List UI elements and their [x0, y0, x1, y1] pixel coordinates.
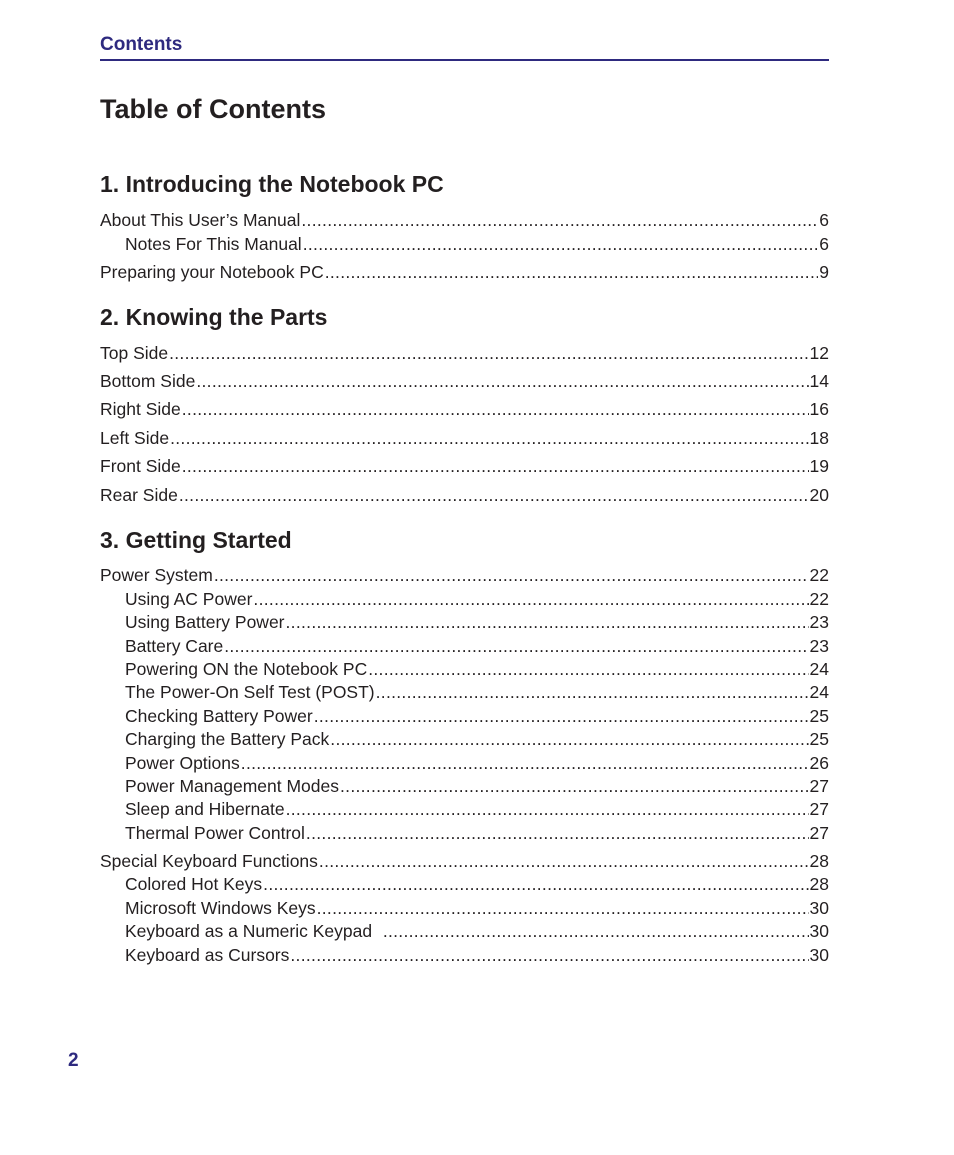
toc-entry-top-side[interactable]	[100, 342, 829, 364]
toc-entry-using-ac-power[interactable]	[125, 588, 829, 610]
toc-entry-page: 30	[809, 921, 829, 941]
dot-leader	[290, 944, 808, 966]
dot-leader	[182, 398, 809, 420]
toc-entry-about-manual[interactable]	[100, 209, 829, 231]
toc-entry-title: Using Battery Power	[125, 612, 285, 632]
toc-entry-charging-battery[interactable]	[125, 728, 829, 750]
toc-entry-title: Rear Side	[100, 485, 178, 505]
toc-entry-powering-on[interactable]	[125, 658, 829, 680]
toc-entry-title: Battery Care	[125, 636, 224, 656]
toc-entry-page: 30	[809, 898, 829, 918]
dot-leader	[376, 681, 809, 703]
dot-leader	[330, 728, 808, 750]
toc-entry-using-battery-power[interactable]	[125, 611, 829, 633]
dot-leader	[340, 775, 809, 797]
dot-leader	[303, 233, 819, 255]
toc-entry-page: 6	[819, 210, 829, 230]
toc-entry-page: 19	[809, 456, 829, 476]
section-heading-getting-started: 3. Getting Started	[100, 527, 292, 553]
toc-entry-rear-side[interactable]	[100, 484, 829, 506]
toc-entry-windows-keys[interactable]	[125, 897, 829, 919]
toc-entry-title: Power System	[100, 565, 213, 585]
toc-entry-page: 16	[809, 399, 829, 419]
toc-entry-page: 24	[809, 682, 829, 702]
toc-entry-page: 23	[809, 636, 829, 656]
toc-entry-page: 22	[809, 565, 829, 585]
toc-entry-page: 20	[809, 485, 829, 505]
toc-entry-title: Microsoft Windows Keys	[125, 898, 316, 918]
dot-leader	[306, 822, 809, 844]
dot-leader	[253, 588, 808, 610]
toc-entry-notes-manual[interactable]	[125, 233, 829, 255]
toc-entry-title: Charging the Battery Pack	[125, 729, 330, 749]
toc-entry-page: 9	[819, 262, 829, 282]
toc-entry-title: About This User’s Manual	[100, 210, 301, 230]
toc-entry-special-keyboard[interactable]	[100, 850, 829, 872]
toc-entry-title: The Power-On Self Test (POST)	[125, 682, 375, 702]
toc-entry-title: Keyboard as Cursors	[125, 945, 290, 965]
dot-leader	[317, 897, 809, 919]
toc-entry-numeric-keypad[interactable]	[125, 920, 829, 942]
toc-entry-page: 24	[809, 659, 829, 679]
toc-entry-preparing[interactable]	[100, 261, 829, 283]
toc-entry-page: 18	[809, 428, 829, 448]
toc-entry-title: Left Side	[100, 428, 170, 448]
page-title: Table of Contents	[100, 94, 326, 124]
toc-entry-title: Keyboard as a Numeric Keypad	[125, 921, 382, 941]
dot-leader	[325, 261, 819, 283]
toc-entry-checking-battery[interactable]	[125, 705, 829, 727]
dot-leader	[241, 752, 809, 774]
toc-entry-page: 22	[809, 589, 829, 609]
section-heading-introducing: 1. Introducing the Notebook PC	[100, 171, 444, 197]
dot-leader	[286, 611, 809, 633]
toc-entry-page: 25	[809, 706, 829, 726]
dot-leader	[182, 455, 809, 477]
toc-entry-title: Top Side	[100, 343, 169, 363]
dot-leader	[170, 427, 808, 449]
toc-entry-title: Special Keyboard Functions	[100, 851, 318, 871]
dot-leader	[383, 920, 809, 942]
toc-entry-page: 27	[809, 776, 829, 796]
dot-leader	[314, 705, 809, 727]
toc-entry-page: 26	[809, 753, 829, 773]
dot-leader	[263, 873, 808, 895]
toc-entry-power-options[interactable]	[125, 752, 829, 774]
toc-entry-title: Thermal Power Control	[125, 823, 305, 843]
dot-leader	[319, 850, 809, 872]
toc-entry-colored-hot-keys[interactable]	[125, 873, 829, 895]
toc-entry-title: Right Side	[100, 399, 181, 419]
toc-entry-left-side[interactable]	[100, 427, 829, 449]
toc-entry-title: Power Management Modes	[125, 776, 339, 796]
toc-entry-page: 12	[809, 343, 829, 363]
toc-entry-bottom-side[interactable]	[100, 370, 829, 392]
section-heading-knowing-parts: 2. Knowing the Parts	[100, 304, 328, 330]
toc-entry-page: 28	[809, 874, 829, 894]
toc-entry-title: Notes For This Manual	[125, 234, 302, 254]
dot-leader	[214, 564, 809, 586]
toc-entry-title: Colored Hot Keys	[125, 874, 263, 894]
dot-leader	[179, 484, 809, 506]
toc-entry-title: Powering ON the Notebook PC	[125, 659, 368, 679]
page-number: 2	[68, 1050, 79, 1071]
toc-entry-title: Preparing your Notebook PC	[100, 262, 324, 282]
toc-entry-power-system[interactable]	[100, 564, 829, 586]
dot-leader	[169, 342, 808, 364]
dot-leader	[196, 370, 808, 392]
toc-entry-page: 6	[819, 234, 829, 254]
dot-leader	[286, 798, 809, 820]
dot-leader	[368, 658, 808, 680]
toc-entry-title: Checking Battery Power	[125, 706, 313, 726]
toc-entry-title: Bottom Side	[100, 371, 196, 391]
toc-entry-keyboard-cursors[interactable]	[125, 944, 829, 966]
toc-entry-page: 30	[809, 945, 829, 965]
toc-entry-front-side[interactable]	[100, 455, 829, 477]
toc-entry-title: Front Side	[100, 456, 181, 476]
toc-entry-page: 25	[809, 729, 829, 749]
dot-leader	[301, 209, 818, 231]
toc-entry-page: 27	[809, 799, 829, 819]
toc-entry-page: 23	[809, 612, 829, 632]
toc-entry-title: Power Options	[125, 753, 240, 773]
header-rule	[100, 59, 829, 61]
dot-leader	[224, 635, 808, 657]
toc-entry-title: Using AC Power	[125, 589, 253, 609]
toc-entry-battery-care[interactable]	[125, 635, 829, 657]
toc-entry-page: 14	[809, 371, 829, 391]
toc-entry-sleep-hibernate[interactable]	[125, 798, 829, 820]
toc-entry-right-side[interactable]	[100, 398, 829, 420]
toc-entry-post[interactable]	[125, 681, 829, 703]
toc-entry-title: Sleep and Hibernate	[125, 799, 285, 819]
toc-entry-power-management[interactable]	[125, 775, 829, 797]
toc-entry-page: 27	[809, 823, 829, 843]
header-label: Contents	[100, 34, 183, 55]
toc-entry-thermal-power[interactable]	[125, 822, 829, 844]
toc-entry-page: 28	[809, 851, 829, 871]
